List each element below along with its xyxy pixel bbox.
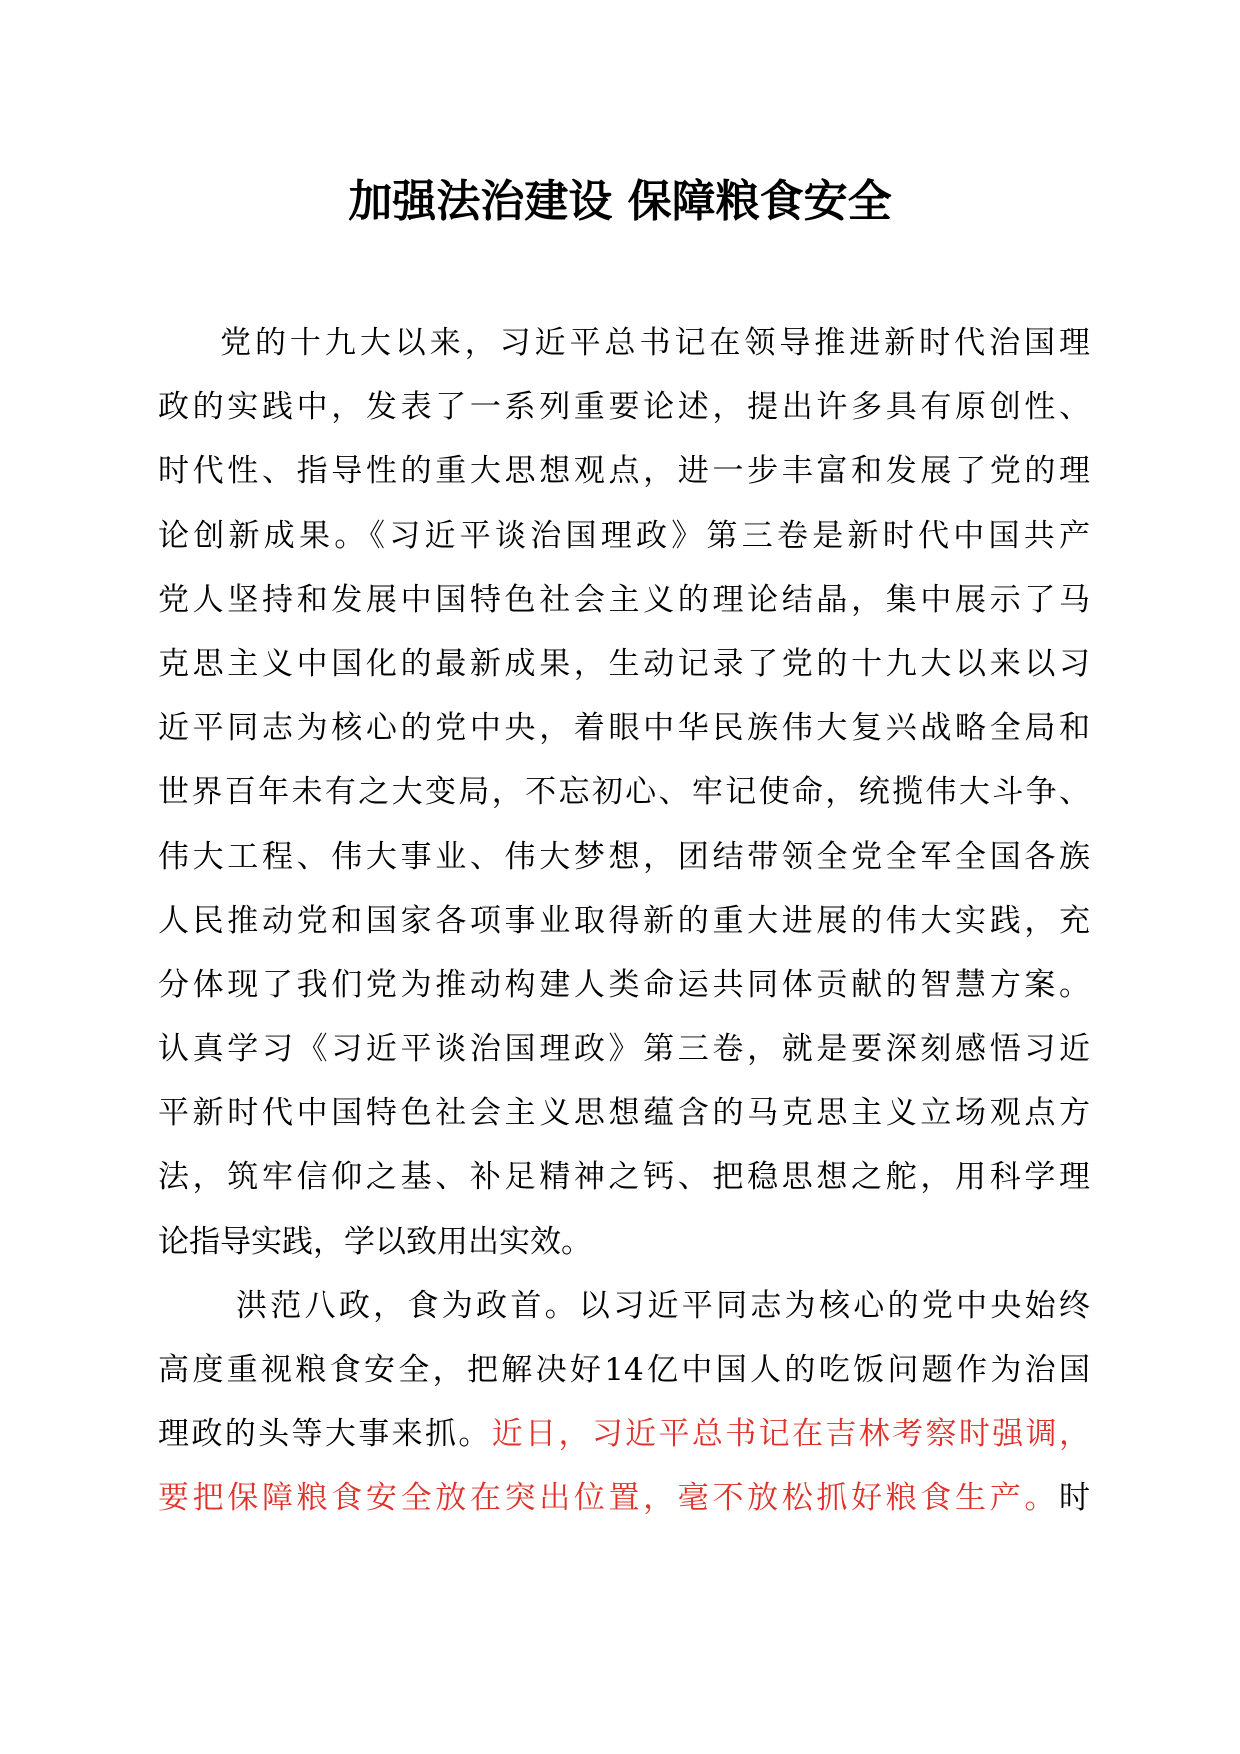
text-line xyxy=(158,1466,1090,1530)
text-line: 人民推动党和国家各项事业取得新的重大进展的伟大实践，充 xyxy=(158,902,1090,939)
highlighted-text: 要把保障粮食安全放在突出位置，毫不放松抓好粮食生产。 xyxy=(158,1480,1059,1517)
text-segment: 理政的头等大事来抓。 xyxy=(158,1416,492,1453)
document-title: 加强法治建设 保障粮食安全 xyxy=(348,176,892,227)
text-line: 洪范八政，食为政首。以习近平同志为核心的党中央始终 xyxy=(236,1287,1090,1324)
text-line: 平新时代中国特色社会主义思想蕴含的马克思主义立场观点方 xyxy=(158,1095,1090,1132)
paragraph-1 xyxy=(158,311,1090,1274)
text-line: 政的实践中，发表了一系列重要论述，提出许多具有原创性、 xyxy=(158,389,1090,426)
paragraph-2 xyxy=(158,1274,1090,1531)
text-line: 世界百年未有之大变局，不忘初心、牢记使命，统揽伟大斗争、 xyxy=(158,774,1090,811)
document-body xyxy=(158,311,1090,1531)
text-line: 论创新成果。《习近平谈治国理政》第三卷是新时代中国共产 xyxy=(158,517,1090,554)
text-line: 党的十九大以来，习近平总书记在领导推进新时代治国理 xyxy=(220,325,1090,361)
text-line: 高度重视粮食安全，把解决好14亿中国人的吃饭问题作为治国 xyxy=(158,1352,1090,1388)
text-line: 时代性、指导性的重大思想观点，进一步丰富和发展了党的理 xyxy=(158,453,1090,490)
highlighted-text: 近日，习近平总书记在吉林考察时强调， xyxy=(491,1416,1090,1453)
text-line: 认真学习《习近平谈治国理政》第三卷，就是要深刻感悟习近 xyxy=(158,1031,1090,1068)
text-line: 伟大工程、伟大事业、伟大梦想，团结带领全党全军全国各族 xyxy=(158,838,1090,875)
text-line: 法，筑牢信仰之基、补足精神之钙、把稳思想之舵，用科学理 xyxy=(158,1159,1090,1196)
text-line xyxy=(158,1402,1090,1466)
text-line: 克思主义中国化的最新成果，生动记录了党的十九大以来以习 xyxy=(158,645,1090,682)
text-segment: 时 xyxy=(1059,1480,1090,1517)
text-line: 论指导实践，学以致用出实效。 xyxy=(158,1223,592,1260)
text-line: 党人坚持和发展中国特色社会主义的理论结晶，集中展示了马 xyxy=(158,581,1090,618)
text-line: 近平同志为核心的党中央，着眼中华民族伟大复兴战略全局和 xyxy=(158,710,1090,747)
text-line: 分体现了我们党为推动构建人类命运共同体贡献的智慧方案。 xyxy=(158,966,1090,1003)
